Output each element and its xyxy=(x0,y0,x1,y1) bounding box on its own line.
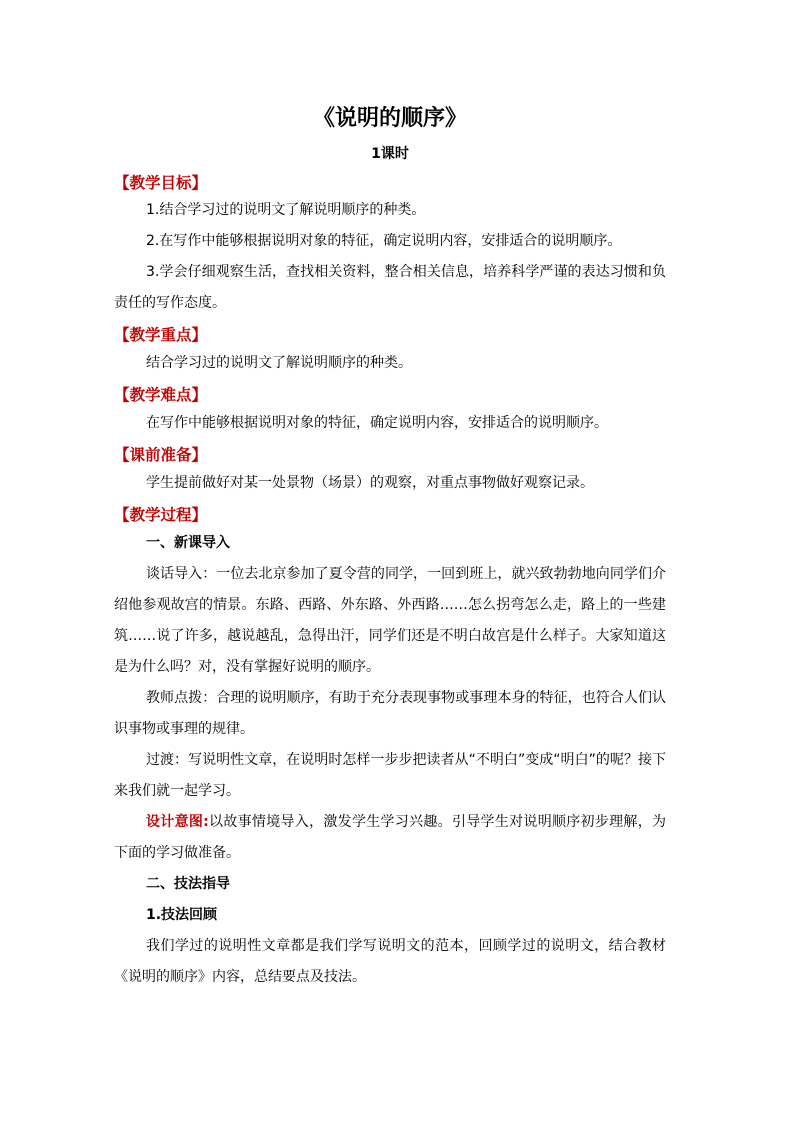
review-paragraph: 我们学过的说明性文章都是我们学写说明文的范本，回顾学过的说明文，结合教材《说明的顺序》内容，总结要点及技法。 xyxy=(114,938,666,985)
key-points-text: 结合学习过的说明文了解说明顺序的种类。 xyxy=(146,355,412,371)
difficulties-text: 在写作中能够根据说明对象的特征，确定说明内容，安排适合的说明顺序。 xyxy=(146,415,608,431)
teacher-guidance-paragraph: 教师点拨：合理的说明顺序，有助于充分表现事物或事理本身的特征，也符合人们认识事物或事理的规律。 xyxy=(114,690,666,737)
design-intent-label: 设计意图: xyxy=(146,814,209,830)
goal-item-3: 3.学会仔细观察生活，查找相关资料，整合相关信息，培养科学严谨的表达习惯和负责任的写作态度。 xyxy=(114,264,666,311)
design-intent-text: 以故事情境导入，激发学生学习兴趣。引导学生对说明顺序初步理解，为下面的学习做准备。 xyxy=(114,814,666,861)
heading-preparation: 【课前准备】 xyxy=(114,446,208,464)
intro-paragraph: 谈话导入：一位去北京参加了夏令营的同学，一回到班上，就兴致勃勃地向同学们介绍他参观故宫的情景。东路、西路、外东路、外西路……怎么拐弯怎么走，路上的一些建筑……说了许多，越说越乱，急得出汗，同学们还是不明白故宫是什么样子。大家知道这是为什么吗？对，没有掌握好说明的顺序。 xyxy=(114,566,666,675)
transition-paragraph: 过渡：写说明性文章，在说明时怎样一步步把读者从“不明白”变成“明白”的呢？接下来我们就一起学习。 xyxy=(114,752,666,799)
goal-item-1: 1.结合学习过的说明文了解说明顺序的种类。 xyxy=(146,202,426,218)
document-subtitle: 1课时 xyxy=(371,146,409,162)
heading-teaching-goals: 【教学目标】 xyxy=(114,174,208,192)
heading-teaching-process: 【教学过程】 xyxy=(114,506,208,524)
heading-difficulties: 【教学难点】 xyxy=(114,386,208,404)
part2-title: 二、技法指导 xyxy=(146,876,230,892)
heading-key-points: 【教学重点】 xyxy=(114,326,208,344)
preparation-text: 学生提前做好对某一处景物（场景）的观察，对重点事物做好观察记录。 xyxy=(146,475,594,491)
document-body xyxy=(114,104,666,993)
part1-title: 一、新课导入 xyxy=(146,535,230,551)
design-intent-paragraph xyxy=(114,807,666,869)
document-title: 《说明的顺序》 xyxy=(312,106,467,131)
sub1-title: 1.技法回顾 xyxy=(146,907,218,923)
goal-item-2: 2.在写作中能够根据说明对象的特征，确定说明内容，安排适合的说明顺序。 xyxy=(146,233,622,249)
